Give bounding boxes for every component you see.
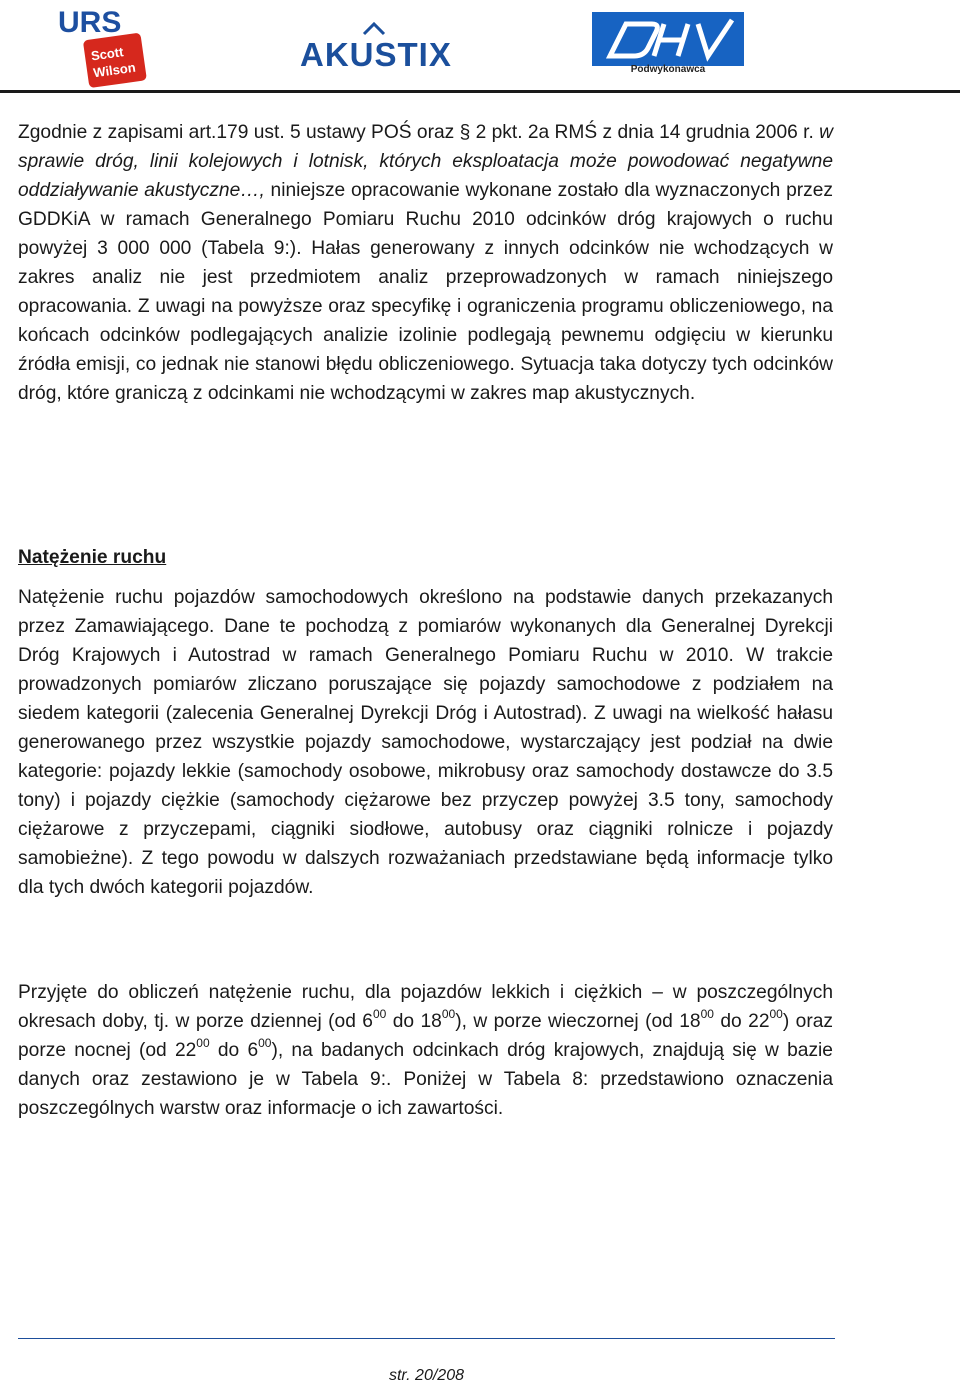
periods-text-5: ) oraz porze nocnej (od 22 <box>18 1011 833 1061</box>
svg-text:AKUSTIX: AKUSTIX <box>300 36 452 72</box>
regulation-title: w sprawie dróg, linii kolejowych i lotnisk, których eksploatacja może powodować negatywne oddziaływanie akustyczne…, <box>18 122 833 201</box>
superscript: 00 <box>196 1036 210 1050</box>
periods-text-2: do 18 <box>386 1011 442 1032</box>
dhv-caption: Podwykonawca <box>630 64 706 75</box>
periods-text-6: do 6 <box>209 1040 259 1061</box>
svg-text:Scott: Scott <box>90 44 125 64</box>
svg-text:Wilson: Wilson <box>92 59 137 81</box>
page-header <box>0 0 960 96</box>
svg-text:URS: URS <box>58 6 122 39</box>
paragraph-intro-text-3: niniejsze opracowanie wykonane zostało dla wyznaczonych przez GDDKiA w ramach Generalnego Pomiaru Ruchu 2010 odcinków dróg krajowych o ruchu powyżej 3 000 000 (Tabela 9:). Hałas generowany z innych odcinków nie wchodzących w zakres analiz nie jest przedmiotem analiz przeprowadzonych w ramach niniejszego opracowania. Z uwagi na powyższe oraz specyfikę i ograniczenia programu obliczeniowego, na końcach odcinków podlegających analizie izolinie podlegają pewnemu odgięciu w kierunku źródła emisji, co jednak nie stanowi błędu obliczeniowego. Sytuacja taka dotyczy tych odcinków dróg, które graniczą z odcinkami nie wchodzącymi w zakres map akustycznych. <box>18 180 833 404</box>
header-divider <box>0 90 960 93</box>
periods-text-1: Przyjęte do obliczeń natężenie ruchu, dla pojazdów lekkich i ciężkich – w poszczególnych okresach doby, tj. w porze dziennej (od 6 <box>18 982 833 1032</box>
periods-text-4: do 22 <box>713 1011 770 1032</box>
footer-divider <box>18 1338 835 1339</box>
paragraph-traffic: Natężenie ruchu pojazdów samochodowych określono na podstawie danych przekazanych przez Zamawiającego. Dane te pochodzą z pomiarów wykonanych dla Generalnej Dyrekcji Dróg Krajowych i Autostrad w ramach Generalnego Pomiaru Ruchu w 2010. W trakcie prowadzonych pomiarów zliczano poruszające się pojazdy samochodowe z podziałem na siedem kategorii (zalecenia Generalnej Dyrekcji Dróg i Autostrad). Z uwagi na wielkość hałasu generowanego przez wszystkie pojazdy samochodowe, wystarczający jest podział na dwie kategorie: pojazdy lekkie (samochody osobowe, mikrobusy oraz samochody dostawcze do 3.5 tony) i pojazdy ciężkie (samochody ciężarowe bez przyczep powyżej 3.5 tony, samochody ciężarowe z przyczepami, ciągniki siodłowe, autobusy oraz ciągniki rolnicze i pojazdy samobieżne). Z tego powodu w dalszych rozważaniach przedstawiane będą informacje tylko dla tych dwóch kategorii pojazdów. <box>18 587 833 898</box>
section-sign: § <box>459 122 471 143</box>
superscript: 00 <box>258 1036 272 1050</box>
paragraph-intro-text-1: Zgodnie z zapisami art.179 ust. 5 ustawy POŚ oraz <box>18 122 460 143</box>
superscript: 00 <box>372 1007 387 1021</box>
superscript: 00 <box>441 1007 456 1021</box>
paragraph-intro <box>18 118 833 408</box>
paragraph-intro-text-2: 2 pkt. 2a RMŚ z dnia 14 grudnia 2006 r. <box>470 122 820 143</box>
urs-scott-wilson-logo <box>58 4 148 88</box>
periods-text-3: ), w porze wieczornej (od 18 <box>455 1011 701 1032</box>
section-heading: Natężenie ruchu <box>18 547 167 568</box>
superscript: 00 <box>700 1007 714 1021</box>
periods-text-7: ), na badanych odcinkach dróg krajowych, znajdują się w bazie danych oraz zestawiono je w Tabela 9:. Poniżej w Tabela 8: przedstawiono oznaczenia poszczególnych warstw oraz informacje o ich zawartości. <box>18 1040 833 1119</box>
paragraph-periods <box>18 978 833 1123</box>
page-number: str. 20/208 <box>388 1367 464 1384</box>
akustix-logo <box>300 22 482 72</box>
superscript: 00 <box>769 1007 783 1021</box>
